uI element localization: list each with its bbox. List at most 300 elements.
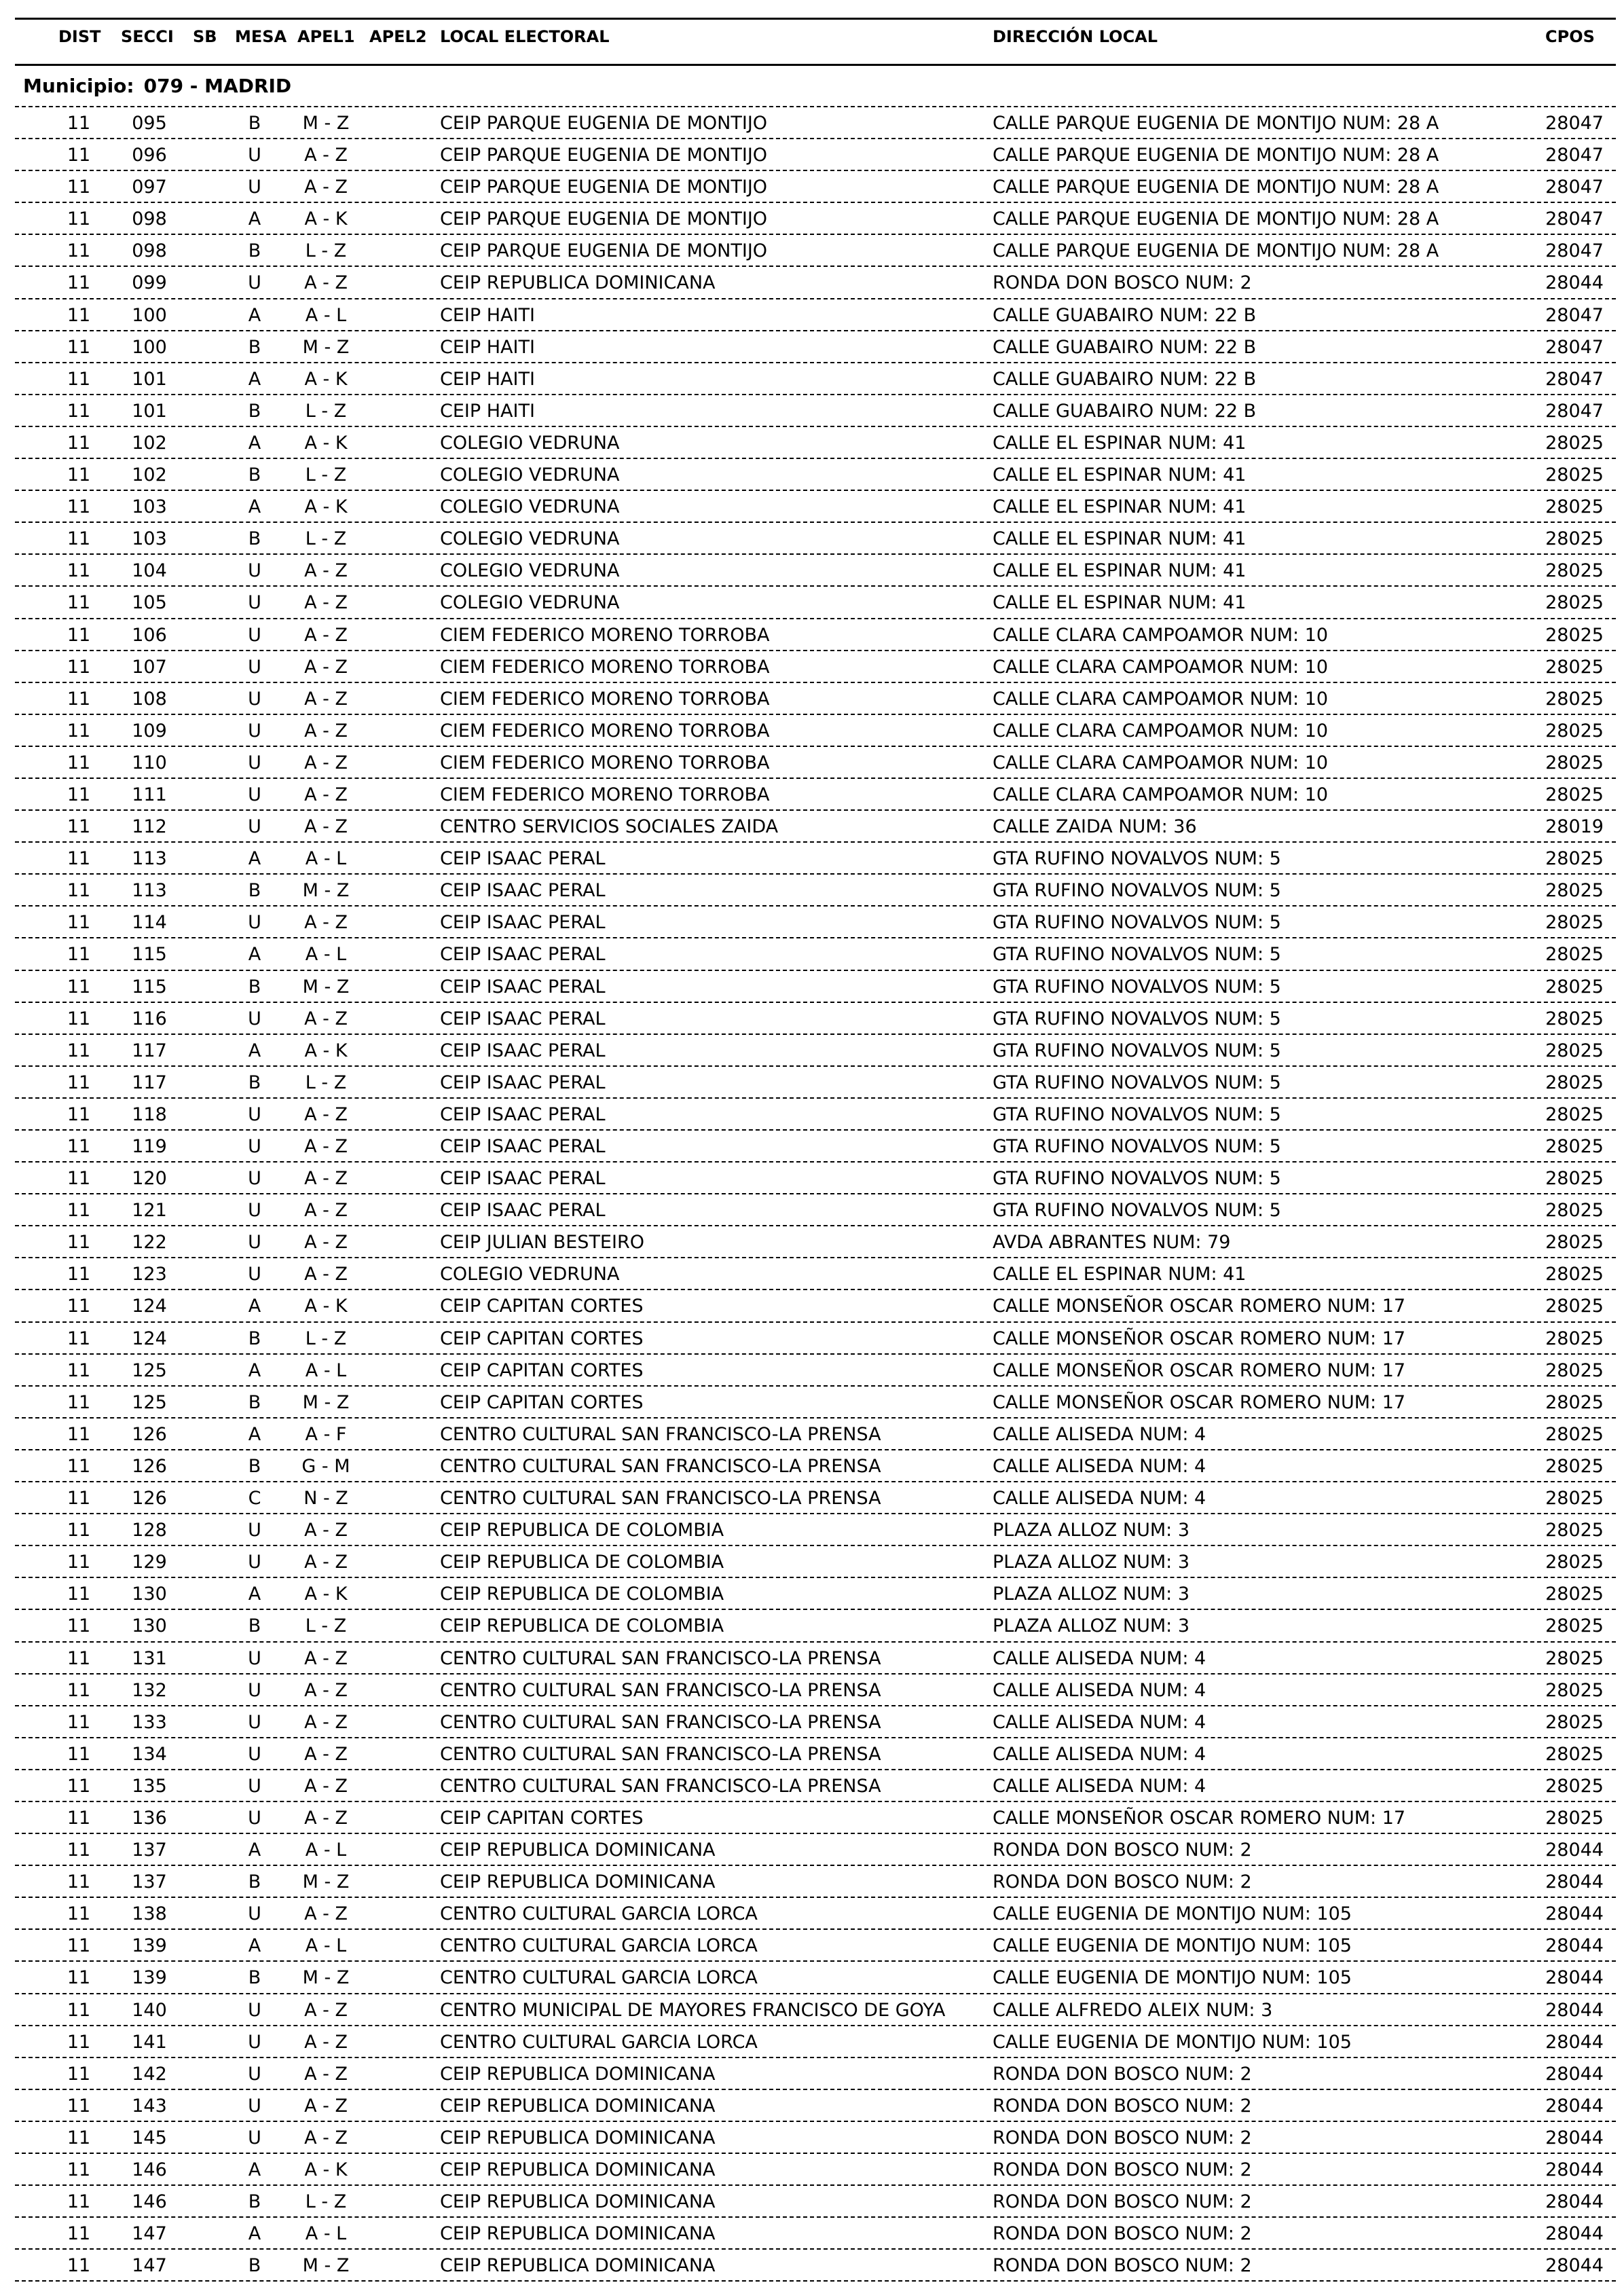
cell-apel1: A - Z [304, 1200, 348, 1222]
cell-dist: 11 [67, 496, 91, 518]
cell-dist: 11 [67, 1903, 91, 1925]
cell-local-electoral: COLEGIO VEDRUNA [440, 1264, 620, 1285]
cell-secci: 105 [132, 592, 167, 614]
cell-direccion-local: RONDA DON BOSCO NUM: 2 [993, 2159, 1252, 2180]
table-row [0, 1801, 1624, 1833]
cell-direccion-local: RONDA DON BOSCO NUM: 2 [993, 2191, 1252, 2213]
cell-direccion-local: CALLE EUGENIA DE MONTIJO NUM: 105 [993, 1967, 1352, 1989]
cell-local-electoral: CEIP ISAAC PERAL [440, 944, 606, 966]
cell-cpos: 28025 [1545, 1711, 1604, 1733]
cell-secci: 139 [132, 1967, 167, 1989]
table-row [0, 1129, 1624, 1161]
cell-direccion-local: CALLE PARQUE EUGENIA DE MONTIJO NUM: 28 A [993, 145, 1439, 166]
cell-secci: 143 [132, 2095, 167, 2117]
cell-apel1: A - Z [304, 1775, 348, 1797]
cell-cpos: 28025 [1545, 1807, 1604, 1829]
cell-local-electoral: CEIP REPUBLICA DOMINICANA [440, 2063, 716, 2085]
row-separator [15, 1609, 1616, 1610]
cell-mesa: U [248, 1775, 261, 1797]
table-row [0, 1609, 1624, 1641]
cell-local-electoral: CIEM FEDERICO MORENO TORROBA [440, 656, 770, 678]
cell-direccion-local: CALLE ALISEDA NUM: 4 [993, 1679, 1206, 1701]
table-row [0, 746, 1624, 777]
cell-secci: 134 [132, 1743, 167, 1765]
cell-cpos: 28025 [1545, 1072, 1604, 1093]
cell-apel1: A - K [304, 368, 348, 390]
table-row [0, 809, 1624, 841]
row-separator [15, 138, 1616, 139]
cell-mesa: A [248, 1423, 261, 1445]
cell-local-electoral: CEIP REPUBLICA DOMINICANA [440, 272, 716, 294]
cell-dist: 11 [67, 1328, 91, 1349]
cell-mesa: U [248, 592, 261, 614]
cell-dist: 11 [67, 208, 91, 230]
cell-dist: 11 [67, 2031, 91, 2053]
cell-dist: 11 [67, 560, 91, 582]
cell-cpos: 28044 [1545, 2031, 1604, 2053]
table-row [0, 1193, 1624, 1225]
cell-secci: 137 [132, 1871, 167, 1893]
cell-mesa: B [248, 2191, 261, 2213]
cell-dist: 11 [67, 336, 91, 358]
cell-local-electoral: CENTRO SERVICIOS SOCIALES ZAIDA [440, 816, 779, 838]
cell-cpos: 28025 [1545, 1103, 1604, 1125]
cell-direccion-local: CALLE GUABAIRO NUM: 22 B [993, 400, 1257, 422]
cell-local-electoral: CEIP JULIAN BESTEIRO [440, 1232, 644, 1254]
header-apel1: APEL1 [297, 27, 355, 46]
cell-cpos: 28025 [1545, 496, 1604, 518]
table-header [0, 27, 1624, 61]
row-separator [15, 1833, 1616, 1834]
cell-cpos: 28025 [1545, 1488, 1604, 1510]
cell-local-electoral: CEIP PARQUE EUGENIA DE MONTIJO [440, 145, 768, 166]
cell-cpos: 28044 [1545, 2159, 1604, 2180]
cell-secci: 106 [132, 624, 167, 646]
cell-direccion-local: GTA RUFINO NOVALVOS NUM: 5 [993, 1072, 1281, 1093]
header-secci: SECCI [121, 27, 174, 46]
cell-cpos: 28047 [1545, 304, 1604, 326]
cell-dist: 11 [67, 2191, 91, 2213]
cell-apel1: A - Z [304, 1999, 348, 2021]
cell-local-electoral: CENTRO CULTURAL SAN FRANCISCO-LA PRENSA [440, 1775, 881, 1797]
table-row [0, 1289, 1624, 1321]
cell-apel1: M - Z [302, 880, 350, 902]
cell-direccion-local: CALLE EL ESPINAR NUM: 41 [993, 1264, 1247, 1285]
table-row [0, 298, 1624, 330]
cell-apel1: A - Z [304, 784, 348, 805]
cell-dist: 11 [67, 1807, 91, 1829]
cell-cpos: 28025 [1545, 1423, 1604, 1445]
table-row [0, 2216, 1624, 2248]
cell-direccion-local: CALLE CLARA CAMPOAMOR NUM: 10 [993, 784, 1329, 805]
cell-dist: 11 [67, 784, 91, 805]
table-row [0, 106, 1624, 138]
row-separator [15, 1801, 1616, 1802]
cell-cpos: 28025 [1545, 1775, 1604, 1797]
cell-dist: 11 [67, 1136, 91, 1157]
table-row [0, 937, 1624, 969]
cell-apel1: A - Z [304, 1552, 348, 1573]
cell-dist: 11 [67, 688, 91, 710]
cell-dist: 11 [67, 720, 91, 742]
cell-dist: 11 [67, 2127, 91, 2148]
table-row [0, 1705, 1624, 1737]
cell-dist: 11 [67, 1552, 91, 1573]
cell-apel1: A - K [304, 2159, 348, 2180]
cell-apel1: N - Z [303, 1488, 348, 1510]
cell-direccion-local: CALLE MONSEÑOR OSCAR ROMERO NUM: 17 [993, 1328, 1406, 1349]
cell-local-electoral: CEIP REPUBLICA DOMINICANA [440, 1840, 716, 1861]
cell-direccion-local: RONDA DON BOSCO NUM: 2 [993, 272, 1252, 294]
cell-local-electoral: CEIP REPUBLICA DE COLOMBIA [440, 1615, 724, 1637]
cell-dist: 11 [67, 1584, 91, 1605]
cell-apel1: M - Z [302, 1871, 350, 1893]
row-separator [15, 746, 1616, 747]
cell-apel1: M - Z [302, 2255, 350, 2277]
cell-cpos: 28044 [1545, 272, 1604, 294]
table-row [0, 970, 1624, 1002]
cell-apel1: L - Z [305, 1328, 347, 1349]
row-separator [15, 2121, 1616, 2122]
cell-direccion-local: GTA RUFINO NOVALVOS NUM: 5 [993, 880, 1281, 902]
cell-secci: 128 [132, 1520, 167, 1541]
row-separator [15, 1193, 1616, 1194]
cell-cpos: 28044 [1545, 1935, 1604, 1957]
table-row [0, 1673, 1624, 1705]
table-row [0, 1641, 1624, 1673]
cell-local-electoral: CIEM FEDERICO MORENO TORROBA [440, 688, 770, 710]
row-separator [15, 2184, 1616, 2186]
cell-direccion-local: AVDA ABRANTES NUM: 79 [993, 1232, 1231, 1254]
cell-local-electoral: CEIP REPUBLICA DOMINICANA [440, 2223, 716, 2245]
cell-dist: 11 [67, 528, 91, 550]
row-separator [15, 618, 1616, 619]
cell-cpos: 28025 [1545, 1584, 1604, 1605]
cell-apel1: A - Z [304, 1103, 348, 1125]
table-row [0, 2089, 1624, 2121]
cell-apel1: A - Z [304, 912, 348, 934]
cell-local-electoral: CEIP CAPITAN CORTES [440, 1296, 644, 1317]
table-row [0, 553, 1624, 585]
cell-mesa: U [248, 912, 261, 934]
cell-cpos: 28025 [1545, 1615, 1604, 1637]
cell-cpos: 28025 [1545, 1743, 1604, 1765]
cell-dist: 11 [67, 1711, 91, 1733]
cell-cpos: 28047 [1545, 400, 1604, 422]
cell-secci: 098 [132, 208, 167, 230]
cell-local-electoral: CENTRO CULTURAL SAN FRANCISCO-LA PRENSA [440, 1647, 881, 1669]
cell-dist: 11 [67, 624, 91, 646]
cell-apel1: L - Z [305, 1615, 347, 1637]
cell-local-electoral: CENTRO CULTURAL GARCIA LORCA [440, 1967, 758, 1989]
cell-local-electoral: COLEGIO VEDRUNA [440, 464, 620, 486]
cell-mesa: U [248, 1103, 261, 1125]
cell-local-electoral: CENTRO CULTURAL GARCIA LORCA [440, 2031, 758, 2053]
cell-apel1: A - L [305, 848, 347, 870]
cell-cpos: 28025 [1545, 912, 1604, 934]
cell-mesa: U [248, 177, 261, 198]
cell-mesa: C [248, 1488, 261, 1510]
cell-cpos: 28025 [1545, 1391, 1604, 1413]
cell-secci: 126 [132, 1488, 167, 1510]
cell-local-electoral: CEIP CAPITAN CORTES [440, 1359, 644, 1381]
cell-cpos: 28047 [1545, 145, 1604, 166]
cell-apel1: G - M [301, 1455, 350, 1477]
cell-dist: 11 [67, 1520, 91, 1541]
cell-secci: 119 [132, 1136, 167, 1157]
cell-dist: 11 [67, 656, 91, 678]
cell-mesa: A [248, 944, 261, 966]
cell-mesa: U [248, 1903, 261, 1925]
row-separator [15, 362, 1616, 363]
table-row [0, 1897, 1624, 1928]
cell-secci: 117 [132, 1072, 167, 1093]
row-separator [15, 1897, 1616, 1898]
cell-mesa: B [248, 400, 261, 422]
cell-cpos: 28025 [1545, 656, 1604, 678]
cell-secci: 140 [132, 1999, 167, 2021]
cell-apel1: A - L [305, 1359, 347, 1381]
cell-local-electoral: CEIP ISAAC PERAL [440, 1136, 606, 1157]
row-separator [15, 2153, 1616, 2154]
row-separator [15, 106, 1616, 107]
cell-mesa: U [248, 752, 261, 773]
cell-mesa: B [248, 1967, 261, 1989]
cell-apel1: A - K [304, 208, 348, 230]
cell-cpos: 28025 [1545, 1232, 1604, 1254]
cell-apel1: L - Z [305, 2191, 347, 2213]
row-separator [15, 330, 1616, 331]
cell-direccion-local: RONDA DON BOSCO NUM: 2 [993, 2095, 1252, 2117]
cell-mesa: B [248, 976, 261, 998]
cell-secci: 102 [132, 432, 167, 454]
cell-mesa: A [248, 2159, 261, 2180]
cell-secci: 147 [132, 2223, 167, 2245]
row-separator [15, 585, 1616, 587]
cell-dist: 11 [67, 912, 91, 934]
header-rule [15, 64, 1616, 66]
cell-dist: 11 [67, 1264, 91, 1285]
cell-mesa: B [248, 1871, 261, 1893]
cell-mesa: U [248, 272, 261, 294]
cell-direccion-local: GTA RUFINO NOVALVOS NUM: 5 [993, 1168, 1281, 1190]
cell-cpos: 28047 [1545, 368, 1604, 390]
cell-secci: 115 [132, 944, 167, 966]
cell-mesa: U [248, 688, 261, 710]
cell-cpos: 28025 [1545, 976, 1604, 998]
cell-mesa: U [248, 560, 261, 582]
row-separator [15, 1481, 1616, 1482]
cell-direccion-local: CALLE MONSEÑOR OSCAR ROMERO NUM: 17 [993, 1391, 1406, 1413]
cell-dist: 11 [67, 400, 91, 422]
row-separator [15, 1705, 1616, 1706]
cell-mesa: A [248, 2223, 261, 2245]
cell-apel1: M - Z [302, 336, 350, 358]
cell-dist: 11 [67, 1935, 91, 1957]
cell-dist: 11 [67, 1072, 91, 1093]
cell-local-electoral: CENTRO CULTURAL SAN FRANCISCO-LA PRENSA [440, 1711, 881, 1733]
cell-apel1: A - F [305, 1423, 347, 1445]
cell-cpos: 28025 [1545, 880, 1604, 902]
cell-cpos: 28047 [1545, 336, 1604, 358]
cell-apel1: A - Z [304, 1008, 348, 1029]
cell-dist: 11 [67, 2159, 91, 2180]
row-separator [15, 1577, 1616, 1578]
cell-local-electoral: COLEGIO VEDRUNA [440, 432, 620, 454]
cell-apel1: A - Z [304, 2127, 348, 2148]
row-separator [15, 1289, 1616, 1290]
cell-secci: 124 [132, 1296, 167, 1317]
cell-dist: 11 [67, 1232, 91, 1254]
row-separator [15, 937, 1616, 938]
cell-apel1: A - L [305, 1935, 347, 1957]
cell-apel1: A - Z [304, 1711, 348, 1733]
cell-local-electoral: CEIP PARQUE EUGENIA DE MONTIJO [440, 177, 768, 198]
cell-local-electoral: CEIP CAPITAN CORTES [440, 1328, 644, 1349]
row-separator [15, 1513, 1616, 1514]
cell-cpos: 28025 [1545, 1040, 1604, 1061]
row-separator [15, 170, 1616, 171]
cell-local-electoral: CEIP REPUBLICA DOMINICANA [440, 1871, 716, 1893]
cell-secci: 121 [132, 1200, 167, 1222]
cell-direccion-local: CALLE GUABAIRO NUM: 22 B [993, 368, 1257, 390]
cell-direccion-local: CALLE EL ESPINAR NUM: 41 [993, 528, 1247, 550]
cell-secci: 132 [132, 1679, 167, 1701]
cell-local-electoral: CIEM FEDERICO MORENO TORROBA [440, 752, 770, 773]
cell-mesa: U [248, 656, 261, 678]
row-separator [15, 458, 1616, 459]
cell-cpos: 28025 [1545, 528, 1604, 550]
cell-cpos: 28025 [1545, 688, 1604, 710]
cell-direccion-local: CALLE ALISEDA NUM: 4 [993, 1743, 1206, 1765]
cell-mesa: B [248, 2255, 261, 2277]
cell-apel1: A - L [305, 2223, 347, 2245]
cell-mesa: B [248, 1391, 261, 1413]
cell-dist: 11 [67, 240, 91, 262]
table-row [0, 266, 1624, 297]
cell-apel1: A - Z [304, 560, 348, 582]
cell-local-electoral: CEIP REPUBLICA DE COLOMBIA [440, 1584, 724, 1605]
cell-cpos: 28025 [1545, 752, 1604, 773]
cell-secci: 126 [132, 1455, 167, 1477]
cell-direccion-local: CALLE CLARA CAMPOAMOR NUM: 10 [993, 752, 1329, 773]
row-separator [15, 202, 1616, 203]
cell-secci: 117 [132, 1040, 167, 1061]
table-row [0, 1385, 1624, 1417]
cell-cpos: 28025 [1545, 1008, 1604, 1029]
table-row [0, 618, 1624, 650]
table-row [0, 1065, 1624, 1097]
cell-secci: 107 [132, 656, 167, 678]
municipio-heading [23, 75, 301, 97]
table-row [0, 1449, 1624, 1481]
cell-cpos: 28025 [1545, 1200, 1604, 1222]
cell-direccion-local: CALLE PARQUE EUGENIA DE MONTIJO NUM: 28 A [993, 240, 1439, 262]
row-separator [15, 905, 1616, 907]
cell-dist: 11 [67, 177, 91, 198]
cell-mesa: U [248, 145, 261, 166]
row-separator [15, 1321, 1616, 1323]
cell-local-electoral: CEIP CAPITAN CORTES [440, 1391, 644, 1413]
cell-mesa: B [248, 1072, 261, 1093]
cell-mesa: B [248, 464, 261, 486]
table-row [0, 2184, 1624, 2216]
cell-direccion-local: CALLE EL ESPINAR NUM: 41 [993, 464, 1247, 486]
cell-apel1: A - Z [304, 816, 348, 838]
cell-secci: 130 [132, 1584, 167, 1605]
cell-secci: 137 [132, 1840, 167, 1861]
cell-cpos: 28025 [1545, 1647, 1604, 1669]
cell-dist: 11 [67, 1743, 91, 1765]
cell-local-electoral: CEIP ISAAC PERAL [440, 1040, 606, 1061]
cell-apel1: A - K [304, 1296, 348, 1317]
cell-cpos: 28044 [1545, 2095, 1604, 2117]
row-separator [15, 682, 1616, 683]
cell-secci: 096 [132, 145, 167, 166]
cell-local-electoral: COLEGIO VEDRUNA [440, 528, 620, 550]
cell-local-electoral: CEIP REPUBLICA DE COLOMBIA [440, 1520, 724, 1541]
table-row [0, 2153, 1624, 2184]
cell-mesa: B [248, 1328, 261, 1349]
table-row [0, 1928, 1624, 1960]
cell-secci: 129 [132, 1552, 167, 1573]
table-row [0, 426, 1624, 458]
cell-local-electoral: CEIP PARQUE EUGENIA DE MONTIJO [440, 208, 768, 230]
cell-mesa: U [248, 1264, 261, 1285]
cell-direccion-local: CALLE EL ESPINAR NUM: 41 [993, 592, 1247, 614]
cell-local-electoral: CEIP ISAAC PERAL [440, 1008, 606, 1029]
cell-cpos: 28047 [1545, 177, 1604, 198]
cell-apel1: M - Z [302, 976, 350, 998]
cell-secci: 101 [132, 368, 167, 390]
cell-direccion-local: CALLE CLARA CAMPOAMOR NUM: 10 [993, 656, 1329, 678]
cell-local-electoral: CEIP ISAAC PERAL [440, 1200, 606, 1222]
cell-dist: 11 [67, 880, 91, 902]
table-row [0, 1321, 1624, 1353]
cell-direccion-local: PLAZA ALLOZ NUM: 3 [993, 1615, 1189, 1637]
cell-mesa: B [248, 528, 261, 550]
cell-apel1: M - Z [302, 1967, 350, 1989]
cell-mesa: A [248, 208, 261, 230]
row-separator [15, 970, 1616, 971]
cell-direccion-local: CALLE ZAIDA NUM: 36 [993, 816, 1197, 838]
cell-dist: 11 [67, 1999, 91, 2021]
table-row [0, 1225, 1624, 1257]
cell-cpos: 28025 [1545, 592, 1604, 614]
cell-mesa: A [248, 1935, 261, 1957]
cell-local-electoral: CEIP ISAAC PERAL [440, 880, 606, 902]
cell-secci: 103 [132, 528, 167, 550]
cell-direccion-local: GTA RUFINO NOVALVOS NUM: 5 [993, 848, 1281, 870]
table-row [0, 1033, 1624, 1065]
cell-direccion-local: CALLE EUGENIA DE MONTIJO NUM: 105 [993, 1903, 1352, 1925]
cell-mesa: U [248, 1008, 261, 1029]
cell-apel1: A - Z [304, 272, 348, 294]
cell-dist: 11 [67, 976, 91, 998]
cell-mesa: A [248, 368, 261, 390]
cell-local-electoral: CEIP ISAAC PERAL [440, 1168, 606, 1190]
row-separator [15, 1129, 1616, 1131]
cell-dist: 11 [67, 2095, 91, 2117]
cell-direccion-local: GTA RUFINO NOVALVOS NUM: 5 [993, 1103, 1281, 1125]
row-separator [15, 234, 1616, 235]
cell-secci: 113 [132, 848, 167, 870]
cell-mesa: U [248, 1647, 261, 1669]
cell-mesa: U [248, 816, 261, 838]
cell-secci: 110 [132, 752, 167, 773]
table-row [0, 682, 1624, 714]
cell-direccion-local: PLAZA ALLOZ NUM: 3 [993, 1552, 1189, 1573]
